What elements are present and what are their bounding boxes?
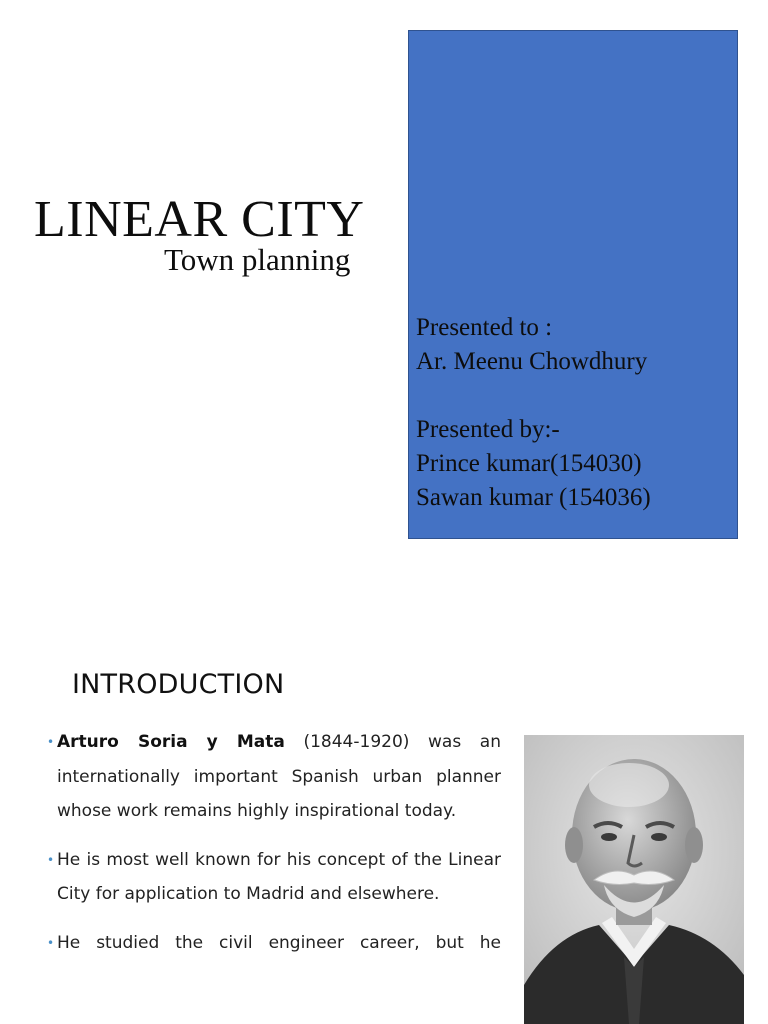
bullet-icon: • xyxy=(47,852,55,867)
presenter-name: Prince kumar(154030) xyxy=(416,450,642,477)
slide-title: LINEAR CITY xyxy=(34,191,365,248)
portrait-icon xyxy=(524,735,744,1024)
bullet-item xyxy=(47,926,501,961)
introduction-slide xyxy=(0,620,768,1024)
bullet-list xyxy=(47,725,501,974)
presented-to-name: Ar. Meenu Chowdhury xyxy=(416,348,648,375)
bullet-icon: • xyxy=(47,935,55,950)
presented-to-label: Presented to : xyxy=(416,314,553,341)
bullet-item xyxy=(47,725,501,829)
presenter-credits xyxy=(416,311,734,515)
section-heading: INTRODUCTION xyxy=(72,669,285,700)
person-name: Arturo Soria y Mata xyxy=(57,732,285,752)
presented-by-label: Presented by:- xyxy=(416,416,560,443)
slide-subtitle: Town planning xyxy=(164,242,351,277)
bullet-text: (1844-1920) was an internationally important Spanish urban planner whose work remains highly inspirational today. xyxy=(57,732,501,821)
bullet-icon: • xyxy=(47,735,55,749)
bullet-item xyxy=(47,843,501,912)
portrait-photo xyxy=(524,735,744,1024)
bullet-text: He studied the civil engineer career, but he xyxy=(57,932,501,953)
presenter-name: Sawan kumar (154036) xyxy=(416,484,651,511)
bullet-text: He is most well known for his concept of the Linear City for application to Madrid and elsewhere. xyxy=(57,849,501,904)
